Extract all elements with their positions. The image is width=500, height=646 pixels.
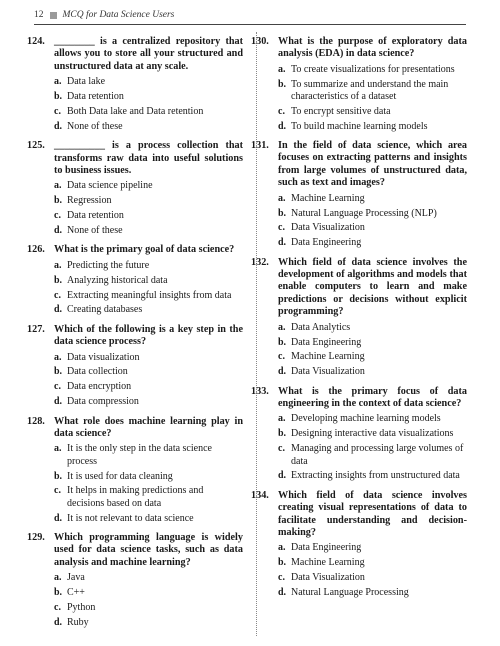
option-item bbox=[54, 617, 243, 629]
option-text: Machine Learning bbox=[291, 351, 365, 363]
option-item bbox=[278, 557, 467, 569]
option-item bbox=[278, 322, 467, 334]
option-text: Designing interactive data visualizations bbox=[291, 428, 454, 440]
option-text: Data retention bbox=[67, 210, 124, 222]
option-letter: a. bbox=[278, 321, 286, 333]
option-item bbox=[54, 471, 243, 483]
option-item bbox=[54, 195, 243, 207]
option-text: Data lake bbox=[67, 76, 106, 88]
question bbox=[251, 36, 467, 133]
option-item bbox=[54, 275, 243, 287]
option-text: None of these bbox=[67, 120, 123, 132]
option-letter: a. bbox=[54, 351, 62, 363]
option-text: To summarize and understand the main characteristics of a dataset bbox=[291, 78, 449, 102]
option-letter: c. bbox=[278, 443, 285, 455]
option-text: Extracting meaningful insights from data bbox=[67, 289, 232, 301]
question bbox=[27, 244, 243, 316]
option-letter: b. bbox=[54, 91, 63, 103]
question-number: 127. bbox=[27, 323, 45, 335]
options-list bbox=[54, 443, 243, 525]
option-letter: a. bbox=[278, 63, 286, 75]
question-number: 125. bbox=[27, 140, 45, 152]
option-letter: b. bbox=[278, 78, 287, 90]
option-item bbox=[54, 572, 243, 584]
option-text: Ruby bbox=[67, 616, 89, 628]
option-letter: c. bbox=[54, 601, 61, 613]
question-number: 126. bbox=[27, 244, 45, 256]
option-item bbox=[278, 106, 467, 118]
question-number: 133. bbox=[251, 385, 269, 397]
question-stem bbox=[27, 415, 243, 441]
option-item bbox=[278, 351, 467, 363]
option-letter: c. bbox=[278, 351, 285, 363]
option-text: Data Visualization bbox=[291, 572, 365, 584]
option-item bbox=[54, 587, 243, 599]
option-item bbox=[278, 572, 467, 584]
option-text: Python bbox=[67, 601, 96, 613]
option-text: Machine Learning bbox=[291, 557, 365, 569]
option-item bbox=[54, 225, 243, 237]
option-item bbox=[54, 76, 243, 88]
option-text: To encrypt sensitive data bbox=[291, 105, 391, 117]
option-text: Natural Language Processing bbox=[291, 587, 409, 599]
option-letter: c. bbox=[278, 105, 285, 117]
question-number: 130. bbox=[251, 36, 269, 47]
option-letter: d. bbox=[54, 304, 63, 316]
option-item bbox=[54, 396, 243, 408]
question-stem bbox=[27, 323, 243, 349]
question bbox=[251, 489, 467, 600]
option-letter: b. bbox=[278, 557, 287, 569]
option-text: Data collection bbox=[67, 366, 128, 378]
option-text: Data visualization bbox=[67, 351, 140, 363]
option-item bbox=[278, 366, 467, 378]
question bbox=[27, 323, 243, 409]
option-letter: d. bbox=[278, 237, 287, 249]
question bbox=[27, 140, 243, 237]
option-letter: b. bbox=[54, 470, 63, 482]
option-item bbox=[278, 79, 467, 104]
options-list bbox=[278, 193, 467, 250]
option-text: Data science pipeline bbox=[67, 180, 153, 192]
option-letter: b. bbox=[278, 207, 287, 219]
option-item bbox=[278, 208, 467, 220]
option-letter: c. bbox=[54, 210, 61, 222]
option-text: Predicting the future bbox=[67, 259, 150, 271]
option-letter: c. bbox=[54, 381, 61, 393]
option-item bbox=[54, 381, 243, 393]
question-text: In the field of data science, which area focuses on extracting patterns and insights from large volumes of unstructured data, such as text and images? bbox=[278, 140, 467, 189]
option-letter: c. bbox=[278, 222, 285, 234]
option-letter: d. bbox=[54, 120, 63, 132]
square-bullet-icon bbox=[50, 12, 57, 19]
question-stem bbox=[251, 256, 467, 319]
option-letter: d. bbox=[278, 587, 287, 599]
option-letter: c. bbox=[54, 106, 61, 117]
option-text: Data Engineering bbox=[291, 237, 362, 249]
question-text: __________ is a process collection that transforms raw data into useful solutions to business issues. bbox=[54, 140, 243, 176]
option-letter: d. bbox=[278, 120, 287, 132]
option-letter: b. bbox=[54, 366, 63, 378]
question-number: 128. bbox=[27, 415, 45, 427]
option-letter: c. bbox=[54, 289, 61, 301]
option-text: Data retention bbox=[67, 91, 124, 103]
option-text: Data compression bbox=[67, 396, 139, 408]
option-item bbox=[278, 121, 467, 133]
option-text: Developing machine learning models bbox=[291, 413, 441, 425]
book-title: MCQ for Data Science Users bbox=[62, 10, 175, 20]
question bbox=[251, 140, 467, 250]
option-item bbox=[278, 587, 467, 599]
option-text: Data encryption bbox=[67, 381, 132, 393]
option-letter: d. bbox=[54, 512, 63, 524]
question-number: 129. bbox=[27, 531, 45, 543]
options-list bbox=[54, 180, 243, 237]
option-letter: c. bbox=[54, 485, 61, 497]
column-divider bbox=[256, 32, 257, 636]
option-letter: d. bbox=[54, 396, 63, 408]
option-text: It helps in making predictions and decisions based on data bbox=[67, 485, 204, 509]
option-text: It is used for data cleaning bbox=[67, 470, 173, 482]
options-list bbox=[54, 572, 243, 629]
option-letter: a. bbox=[54, 443, 62, 455]
option-item bbox=[278, 237, 467, 249]
options-list bbox=[54, 352, 243, 409]
question bbox=[251, 256, 467, 379]
option-letter: b. bbox=[54, 195, 63, 207]
option-item bbox=[54, 443, 243, 468]
question-stem bbox=[251, 489, 467, 540]
question-text: What is the primary focus of data engineering in the context of data science? bbox=[278, 385, 467, 410]
question-text: Which programming language is widely used for data science tasks, such as data analysis and machine learning? bbox=[54, 531, 243, 568]
options-list bbox=[278, 64, 467, 133]
header-rule bbox=[34, 24, 466, 25]
option-text: To create visualizations for presentations bbox=[291, 63, 455, 75]
option-letter: a. bbox=[54, 572, 62, 584]
option-item bbox=[278, 222, 467, 234]
question-stem bbox=[251, 140, 467, 190]
option-letter: a. bbox=[278, 413, 286, 425]
option-item bbox=[278, 413, 467, 425]
option-letter: a. bbox=[54, 259, 62, 271]
option-text: Regression bbox=[67, 195, 112, 207]
question-stem bbox=[251, 36, 467, 61]
question bbox=[27, 36, 243, 133]
option-item bbox=[54, 180, 243, 192]
option-text: Data Engineering bbox=[291, 336, 362, 348]
option-item bbox=[54, 485, 243, 510]
options-list bbox=[278, 542, 467, 599]
options-list bbox=[278, 322, 467, 379]
option-item bbox=[54, 210, 243, 222]
question-text: Which of the following is a key step in the data science process? bbox=[54, 323, 243, 348]
options-list bbox=[54, 76, 243, 133]
question bbox=[27, 415, 243, 525]
option-text: C++ bbox=[67, 587, 85, 599]
question-number: 134. bbox=[251, 489, 269, 501]
question-text: ________ is a centralized repository that allows you to store all your structured and unstructured data at any scale. bbox=[54, 36, 243, 72]
option-letter: a. bbox=[278, 192, 286, 204]
option-text: None of these bbox=[67, 225, 123, 237]
option-text: Natural Language Processing (NLP) bbox=[291, 207, 437, 219]
option-letter: a. bbox=[278, 542, 286, 554]
option-item bbox=[54, 304, 243, 316]
option-text: Extracting insights from unstructured data bbox=[291, 470, 460, 482]
option-item bbox=[54, 352, 243, 364]
option-text: It is not relevant to data science bbox=[67, 512, 194, 524]
question-text: Which field of data science involves the development of algorithms and models that enable computers to learn and make predictions or decisions without explicit programming? bbox=[278, 256, 467, 318]
option-item bbox=[54, 366, 243, 378]
option-text: To build machine learning models bbox=[291, 120, 428, 132]
option-item bbox=[54, 106, 243, 118]
option-item bbox=[54, 121, 243, 133]
options-list bbox=[54, 260, 243, 317]
option-text: Analyzing historical data bbox=[67, 274, 168, 286]
question-stem bbox=[27, 531, 243, 569]
option-text: Java bbox=[67, 572, 85, 584]
option-item bbox=[278, 542, 467, 554]
option-text: Data Analytics bbox=[291, 321, 351, 333]
option-letter: a. bbox=[54, 180, 62, 192]
option-item bbox=[54, 91, 243, 103]
option-item bbox=[278, 443, 467, 468]
option-item bbox=[54, 290, 243, 302]
option-item bbox=[278, 193, 467, 205]
option-item bbox=[54, 513, 243, 525]
option-letter: b. bbox=[54, 274, 63, 286]
option-item bbox=[54, 260, 243, 272]
question bbox=[251, 385, 467, 483]
question-number: 132. bbox=[251, 256, 269, 268]
option-item bbox=[54, 602, 243, 614]
question-text: What is the primary goal of data science? bbox=[54, 244, 235, 256]
option-text: Both Data lake and Data retention bbox=[67, 106, 204, 117]
option-letter: d. bbox=[54, 616, 63, 628]
question-text: What role does machine learning play in data science? bbox=[54, 415, 243, 439]
option-item bbox=[278, 470, 467, 482]
option-text: It is the only step in the data science process bbox=[67, 443, 212, 467]
option-letter: d. bbox=[54, 225, 63, 237]
option-text: Data Engineering bbox=[291, 542, 362, 554]
option-item bbox=[278, 428, 467, 440]
option-letter: a. bbox=[54, 76, 62, 88]
option-letter: b. bbox=[278, 428, 287, 440]
page-number: 12 bbox=[34, 10, 44, 20]
option-letter: c. bbox=[278, 572, 285, 584]
option-letter: d. bbox=[278, 366, 287, 378]
question-number: 124. bbox=[27, 36, 45, 47]
question-number: 131. bbox=[251, 140, 269, 152]
question-stem bbox=[27, 36, 243, 73]
question-stem bbox=[27, 140, 243, 177]
option-text: Managing and processing large volumes of data bbox=[291, 443, 464, 467]
option-text: Machine Learning bbox=[291, 192, 365, 204]
option-letter: d. bbox=[278, 470, 287, 482]
option-letter: b. bbox=[54, 587, 63, 599]
question-text: Which field of data science involves creating visual representations of data to facilitate understanding and decision-making? bbox=[278, 489, 467, 538]
option-letter: b. bbox=[278, 336, 287, 348]
option-item bbox=[278, 337, 467, 349]
option-text: Creating databases bbox=[67, 304, 143, 316]
option-text: Data Visualization bbox=[291, 222, 365, 234]
options-list bbox=[278, 413, 467, 482]
question-stem bbox=[27, 244, 243, 256]
option-text: Data Visualization bbox=[291, 366, 365, 378]
question-stem bbox=[251, 385, 467, 411]
question bbox=[27, 531, 243, 629]
question-text: What is the purpose of exploratory data analysis (EDA) in data science? bbox=[278, 36, 467, 60]
option-item bbox=[278, 64, 467, 76]
running-header bbox=[34, 9, 466, 21]
left-column bbox=[27, 36, 243, 636]
right-column bbox=[251, 36, 467, 606]
